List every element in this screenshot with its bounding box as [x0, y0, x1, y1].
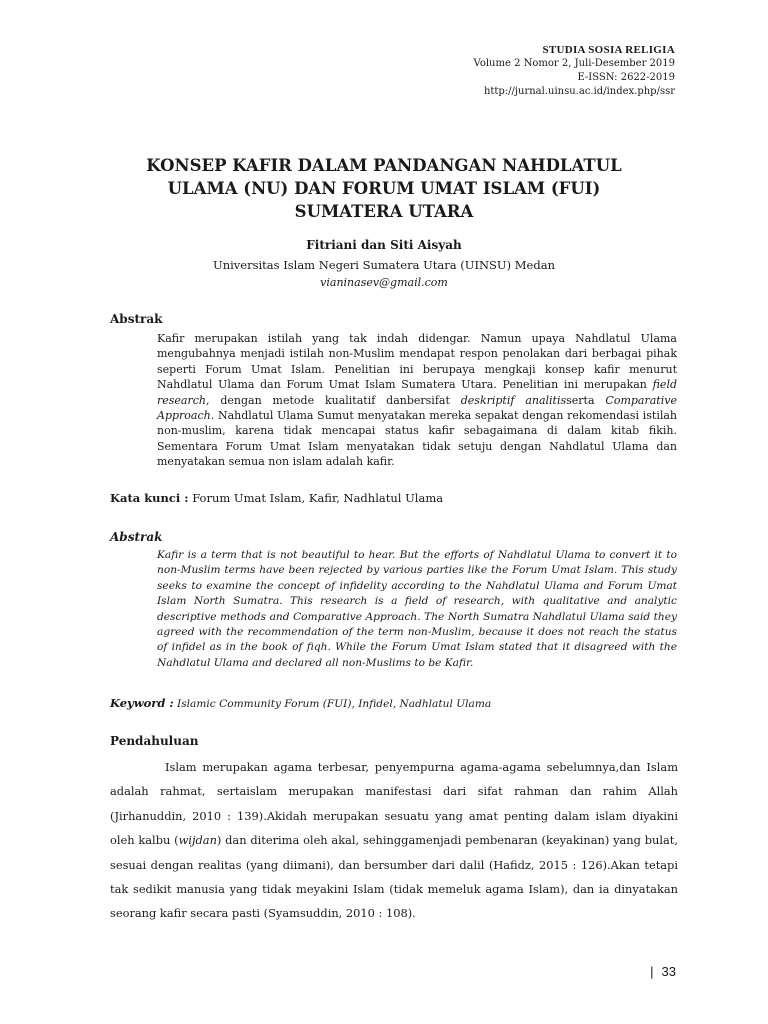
- intro-em-1: wijdan: [178, 833, 217, 848]
- keywords-en-value: Islamic Community Forum (FUI), Infidel, Nadhlatul Ulama: [177, 698, 492, 710]
- paper-title: [110, 154, 658, 223]
- authors: Fitriani dan Siti Aisyah: [306, 238, 462, 252]
- page-number: [650, 964, 676, 979]
- keywords-en-label: Keyword :: [110, 696, 174, 710]
- intro-part-1: Islam merupakan agama terbesar, penyempurna agama-agama sebelumnya,dan Islam adalah rahmat, sertaislam merupakan manifestasi dari sifat rahman dan rahim Allah (Jirhanuddin, 2010 : 139).Akidah merupakan sesuatu yang amat penting dalam islam diyakini oleh kalbu (: [110, 760, 678, 848]
- keywords-id: [110, 491, 443, 505]
- journal-header: [474, 44, 675, 99]
- journal-volume: Volume 2 Nomor 2, Juli-Desember 2019: [473, 58, 675, 69]
- page-number-value: 33: [661, 964, 676, 979]
- abstract-id-part-3: serta: [566, 393, 595, 407]
- page-number-divider: |: [650, 964, 654, 979]
- intro-part-2: ) dan diterima oleh akal, sehinggamenjadi pembenaran (keyakinan) yang bulat, sesuai dengan realitas (yang diimani), dan bersumber dari dalil (Hafidz, 2015 : 126).Akan tetapi tak sedikit manusia yang tidak meyakini Islam (tidak memeluk agama Islam), dan ia dinyatakan seorang kafir secara pasti (Syamsuddin, 2010 : 108).: [110, 833, 678, 921]
- keywords-id-label: Kata kunci :: [110, 491, 189, 505]
- journal-issn: E-ISSN: 2622-2019: [577, 72, 675, 83]
- abstract-id-em-1: field research: [157, 378, 677, 407]
- title-line-2: ULAMA (NU) DAN FORUM UMAT ISLAM (FUI): [167, 179, 601, 198]
- title-line-1: KONSEP KAFIR DALAM PANDANGAN NAHDLATUL: [146, 156, 622, 175]
- title-line-3: SUMATERA UTARA: [294, 202, 474, 221]
- abstract-id-text: [157, 331, 677, 470]
- affiliation: Universitas Islam Negeri Sumatera Utara (UINSU) Medan: [213, 258, 555, 272]
- intro-paragraph: [110, 755, 678, 926]
- abstract-en-heading: Abstrak: [110, 530, 163, 544]
- abstract-en-text: Kafir is a term that is not beautiful to hear. But the efforts of Nahdlatul Ulama to convert it to non-Muslim terms have been rejected by various parties like the Forum Umat Islam. This study seeks to examine the concept of infidelity according to the Nahdlatul Ulama and Forum Umat Islam North Sumatra. This research is a field of research, with qualitative and analytic descriptive methods and Comparative Approach. The North Sumatra Nahdlatul Ulama said they agreed with the recommendation of the term non-Muslim, because it does not reach the status of infidel as in the book of fiqh. While the Forum Umat Islam stated that it disagreed with the Nahdlatul Ulama and declared all non-Muslims to be Kafir.: [157, 549, 677, 669]
- keywords-en: [110, 696, 491, 710]
- abstract-id-em-2: deskriptif analitis: [460, 393, 567, 407]
- keywords-id-value: Forum Umat Islam, Kafir, Nadhlatul Ulama: [192, 491, 444, 505]
- abstract-id-heading: Abstrak: [110, 312, 163, 326]
- abstract-id-em-3: Comparative Approach.: [157, 393, 677, 423]
- author-email[interactable]: vianinasev@gmail.com: [320, 276, 448, 289]
- intro-heading: Pendahuluan: [110, 734, 199, 748]
- abstract-id-part-4: Nahdlatul Ulama Sumut menyatakan mereka sepakat dengan rekomendasi istilah non-muslim, karena tidak mencapai status kafir sebagaimana di dalam kitab fikih. Sementara Forum Umat Islam menyatakan tidak setuju dengan Nahdlatul Ulama dan menyatakan semua non islam adalah kafir.: [157, 409, 677, 469]
- journal-url[interactable]: http://jurnal.uinsu.ac.id/index.php/ssr: [483, 86, 675, 97]
- journal-name: STUDIA SOSIA RELIGIA: [542, 44, 675, 56]
- abstract-id-part-1: Kafir merupakan istilah yang tak indah didengar. Namun upaya Nahdlatul Ulama mengubahnya menjadi istilah non-Muslim mendapat respon penolakan dari berbagai pihak seperti Forum Umat Islam. Penelitian ini berupaya mengkaji konsep kafir menurut Nahdlatul Ulama dan Forum Umat Islam Sumatera Utara. Penelitian ini merupakan: [157, 332, 677, 392]
- abstract-id-part-2: , dengan metode kualitatif danbersifat: [205, 393, 450, 407]
